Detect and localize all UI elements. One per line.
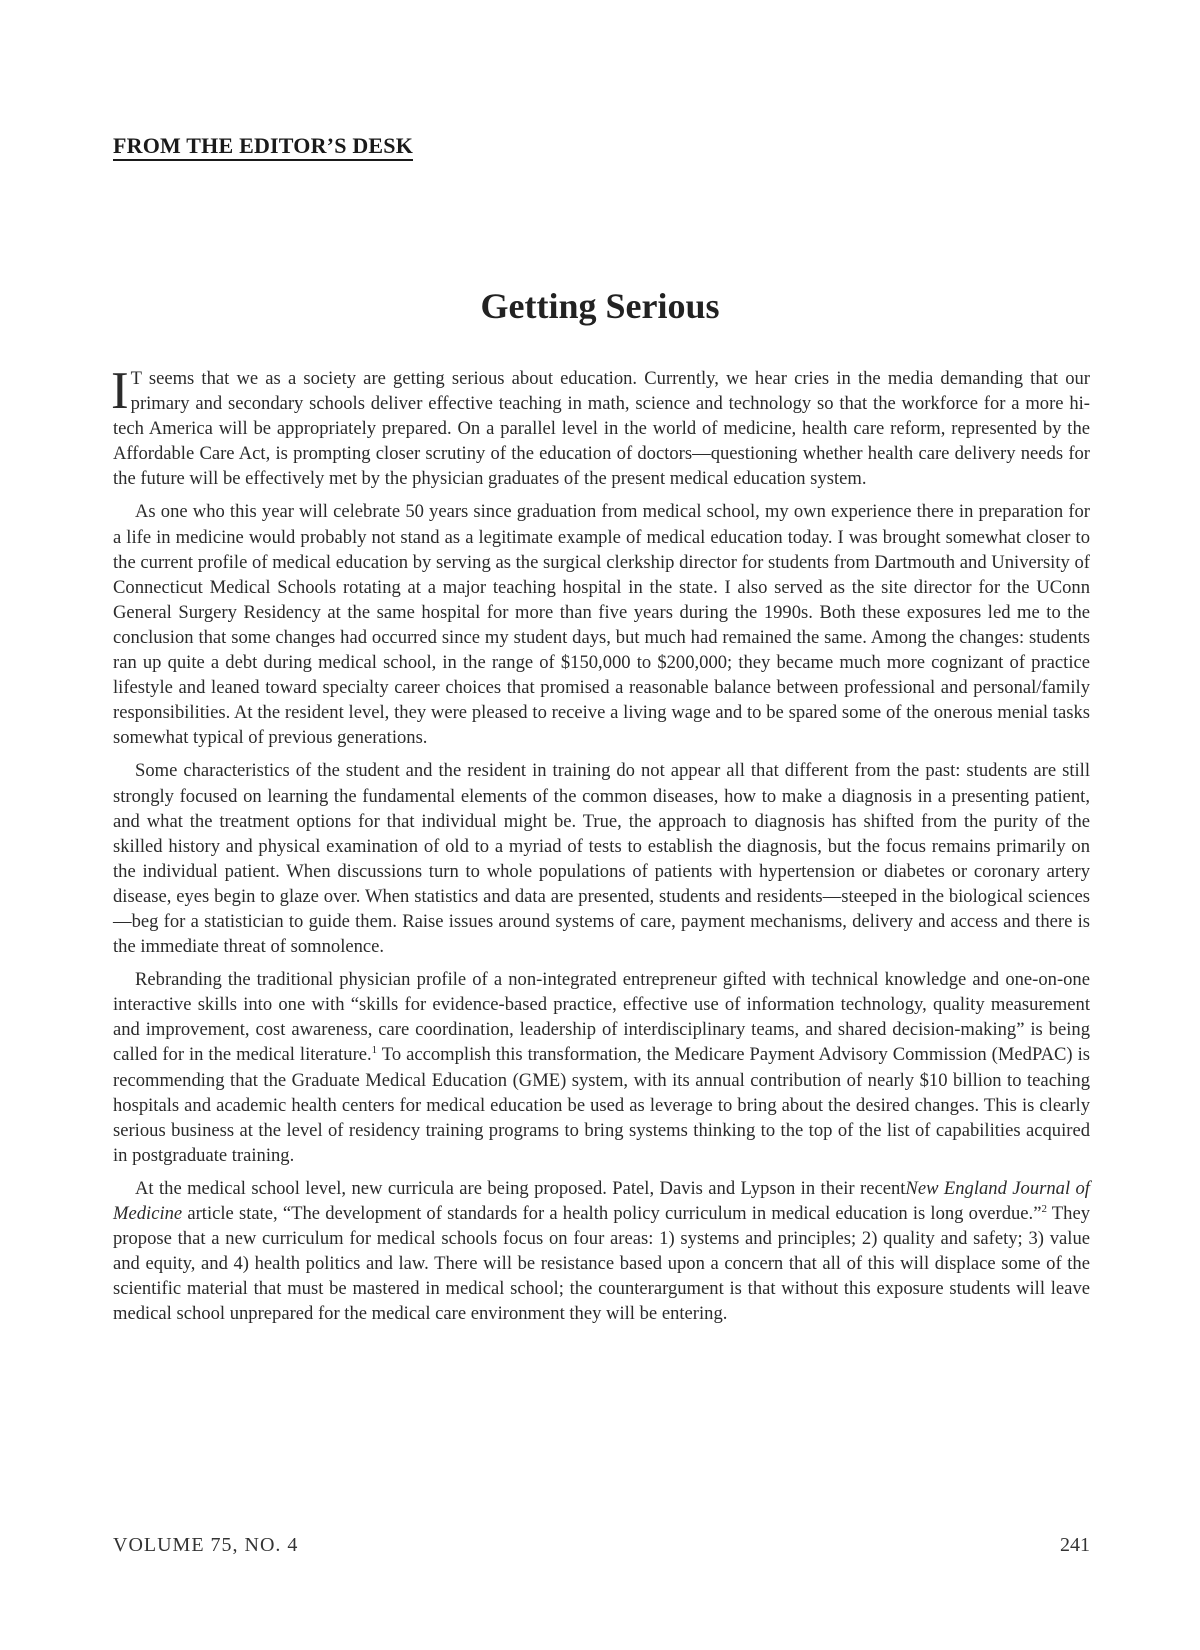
paragraph-5 <box>113 1176 1090 1327</box>
page-number: 241 <box>1060 1534 1090 1556</box>
paragraph-5-text-b: article state, “The development of standards for a health policy curriculum in medical education is long overdue.” <box>182 1203 1042 1224</box>
drop-cap: I <box>111 362 129 420</box>
reference-1-marker: 1 <box>371 1044 378 1057</box>
paragraph-3: Some characteristics of the student and the resident in training do not appear all that different from the past: students are still strongly focused on learning the fundamental elements of the common diseases, how to make a diagnosis in a presenting patient, and what the treatment options for that individual might be. True, the approach to diagnosis has shifted from the purity of the skilled history and physical examination of old to a myriad of tests to establish the diagnosis, but the focus remains primarily on the individual patient. When discussions turn to whole populations of patients with hypertension or diabetes or coronary artery disease, eyes begin to glaze over. When statistics and data are presented, students and residents—steeped in the biological sciences—beg for a statistician to guide them. Raise issues around systems of care, payment mechanisms, delivery and access and there is the immediate threat of somnolence. <box>113 760 1090 958</box>
paragraph-5-text-c: They propose that a new curriculum for medical schools focus on four areas: 1) systems and principles; 2) quality and safety; 3) value and equity, and 4) health politics and law. There will be resistance based upon a concern that all of this will displace some of the scientific material that must be mastered in medical school; the counterargument is that without this exposure students will leave medical school unprepared for the medical care environment they will be entering. <box>113 1203 1090 1325</box>
paragraph-1-text: T seems that we as a society are getting serious about education. Currently, we hear cries in the media demanding that our primary and secondary schools deliver effective teaching in math, science and technology so that the workforce for a more hi-tech America will be appropriately prepared. On a parallel level in the world of medicine, health care reform, represented by the Affordable Care Act, is prompting closer scrutiny of the education of doctors—questioning whether health care delivery needs for the future will be effectively met by the physician graduates of the present medical education system. <box>113 368 1090 490</box>
paragraph-5-text-a: At the medical school level, new curricula are being proposed. Patel, Davis and Lypson in their recent <box>135 1177 906 1199</box>
section-label: FROM THE EDITOR’S DESK <box>113 134 413 161</box>
paragraph-1 <box>111 362 1090 491</box>
paragraph-4 <box>113 967 1090 1168</box>
reference-2-marker: 2 <box>1041 1202 1047 1215</box>
volume-info: VOLUME 75, NO. 4 <box>113 1534 299 1556</box>
paragraph-4-text-b: To accomplish this transformation, the Medicare Payment Advisory Commission (MedPAC) is recommending that the Graduate Medical Education (GME) system, with its annual contribution of nearly $10 billion to teaching hospitals and academic health centers for medical education be used as leverage to bring about the desired changes. This is clearly serious business at the level of residency training programs to bring systems thinking to the top of the list of capabilities acquired in postgraduate training. <box>113 1044 1090 1166</box>
article-title: Getting Serious <box>480 286 720 326</box>
paragraph-4-text-a: Rebranding the traditional physician profile of a non-integrated entrepreneur gifted with technical knowledge and one-on-one interactive skills into one with “skills for evidence-based practice, effective use of information technology, quality measurement and improvement, cost awareness, care coordination, leadership of interdisciplinary teams, and shared decision-making” is being called for in the medical literature. <box>113 969 1090 1066</box>
journal-title: New England Journal of Medicine <box>113 1177 1090 1224</box>
paragraph-2: As one who this year will celebrate 50 years since graduation from medical school, my own experience there in preparation for a life in medicine would probably not stand as a legitimate example of medical education today. I was brought somewhat closer to the current profile of medical education by serving as the surgical clerkship director for students from Dartmouth and University of Connecticut Medical Schools rotating at a major teaching hospital in the state. I also served as the site director for the UConn General Surgery Residency at the same hospital for more than five years during the 1990s. Both these exposures led me to the conclusion that some changes had occurred since my student days, but much had remained the same. Among the changes: students ran up quite a debt during medical school, in the range of $150,000 to $200,000; they became much more cognizant of practice lifestyle and leaned toward specialty career choices that promised a reasonable balance between professional and personal/family responsibilities. At the resident level, they were pleased to receive a living wage and to be spared some of the onerous menial tasks somewhat typical of previous generations. <box>113 501 1090 749</box>
article-body <box>111 362 1090 1334</box>
